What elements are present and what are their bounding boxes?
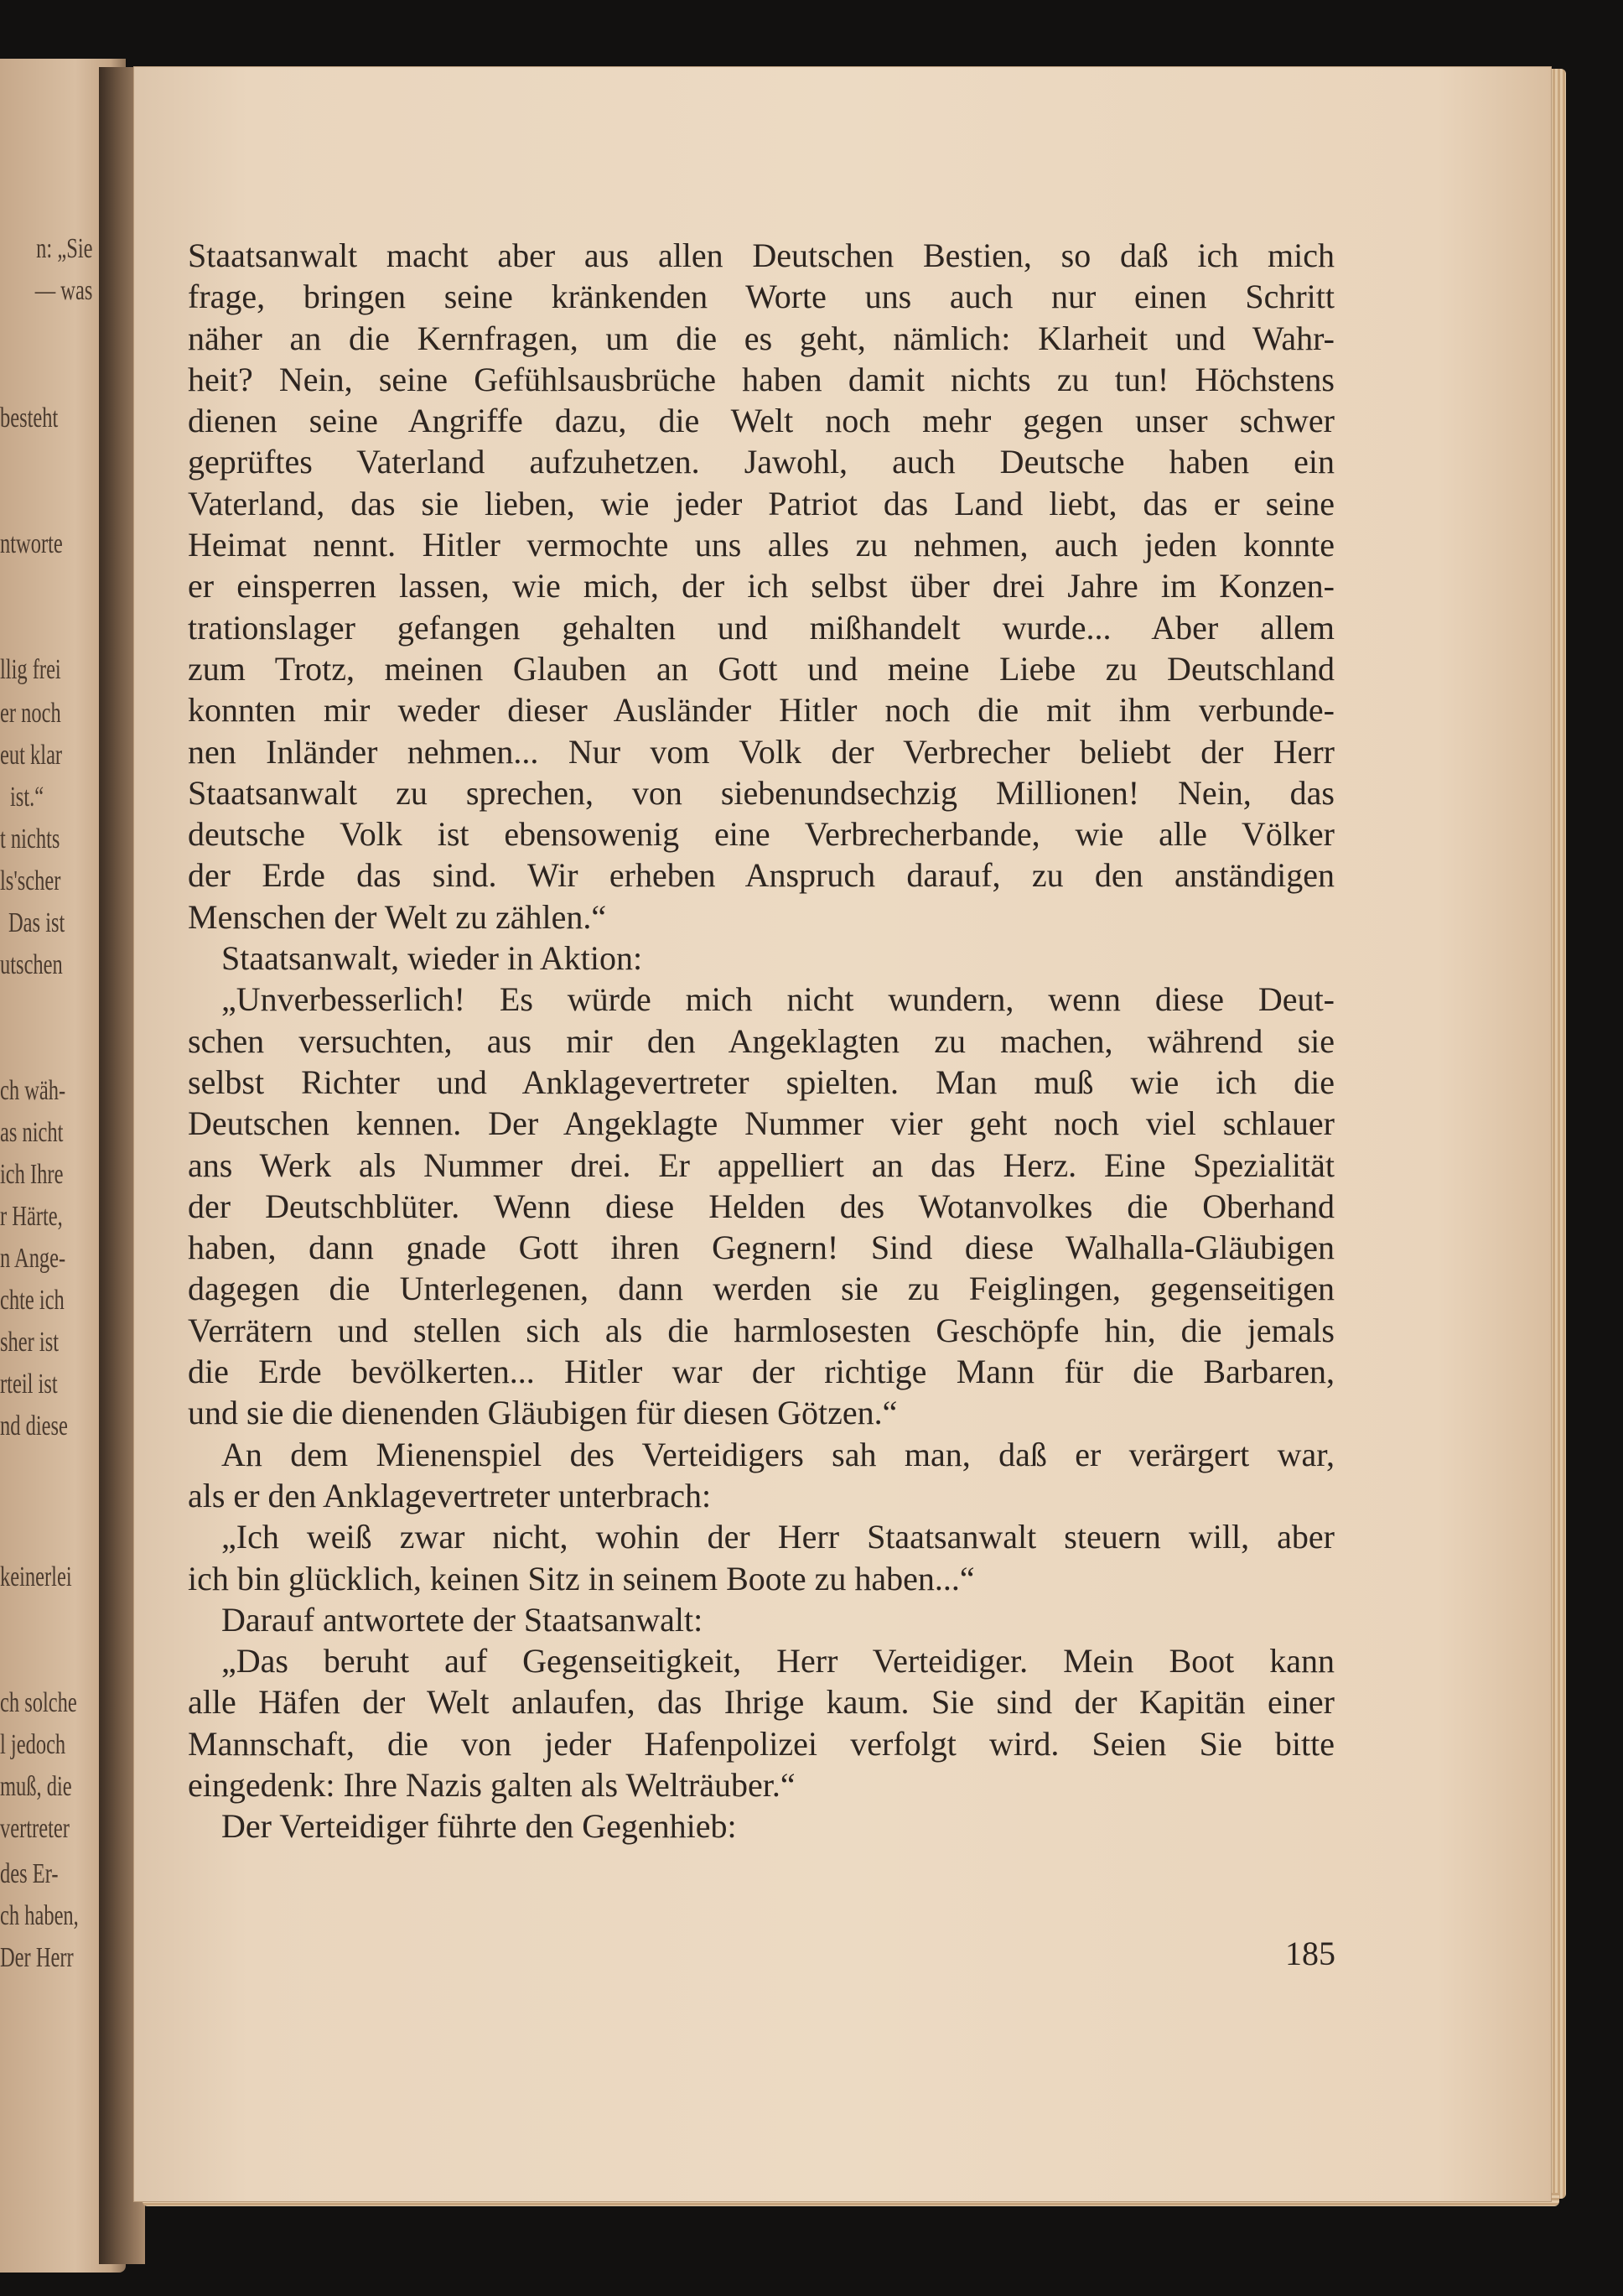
left-fragment: chte ich [0,1285,65,1316]
text-line: Der Verteidiger führte den Gegenhieb: [221,1807,737,1846]
left-fragment: nd diese [0,1410,68,1441]
left-fragment: Das ist [8,907,65,938]
text-line: An dem Mienenspiel des Verteidigers sah man, daß er verärgert war, [221,1435,1335,1473]
text-line: und sie die dienenden Gläubigen für diesen Götzen.“ [188,1394,898,1432]
text-line: dagegen die Unterlegenen, dann werden sie zu Feiglingen, gegenseitigen [188,1270,1335,1308]
left-fragment: ch haben, [0,1900,79,1931]
text-line: Deutschen kennen. Der Angeklagte Nummer vier geht noch viel schlauer [188,1104,1335,1143]
left-fragment: besteht [0,403,59,434]
left-fragment: sher ist [0,1327,60,1358]
text-line: Heimat nennt. Hitler vermochte uns alles zu nehmen, auch jeden konnte [188,526,1335,564]
text-line: ans Werk als Nummer drei. Er appelliert an das Herz. Eine Spezialität [188,1145,1335,1184]
text-line: Menschen der Welt zu zählen.“ [188,897,607,936]
page-number: 185 [1285,1935,1335,1972]
text-line: eingedenk: Ihre Nazis galten als Welträuber.“ [188,1765,796,1804]
text-line: trationslager gefangen gehalten und mißhandelt wurde... Aber allem [188,608,1335,647]
left-fragment: ch solche [0,1687,77,1718]
text-line: „Das beruht auf Gegenseitigkeit, Herr Verteidiger. Mein Boot kann [221,1642,1335,1680]
left-fragment: as nicht [0,1117,64,1148]
left-fragment: ls'scher [0,865,61,896]
left-fragment: vertreter [0,1813,70,1844]
left-fragment: n Ange- [0,1243,66,1274]
left-fragment: n: „Sie [35,233,92,264]
text-line: näher an die Kernfragen, um die es geht, nämlich: Klarheit und Wahr- [188,319,1335,357]
text-line: schen versuchten, aus mir den Angeklagten zu machen, während sie [188,1021,1335,1060]
text-line: Staatsanwalt, wieder in Aktion: [221,939,643,978]
text-line: konnten mir weder dieser Ausländer Hitler noch die mit ihm verbunde- [188,691,1335,730]
left-fragment: r Härte, [0,1201,63,1232]
text-line: „Ich weiß zwar nicht, wohin der Herr Staatsanwalt steuern will, aber [221,1518,1335,1556]
left-fragment: ich Ihre [0,1159,64,1190]
text-line: der Erde das sind. Wir erheben Anspruch darauf, zu den anständigen [188,856,1335,895]
left-fragment: er noch [0,698,61,729]
left-fragment: ist.“ [10,782,44,813]
text-line: ich bin glücklich, keinen Sitz in seinem Boote zu haben...“ [188,1559,975,1597]
left-fragment: rteil ist [0,1369,58,1400]
text-line: nen Inländer nehmen... Nur vom Volk der Verbrecher beliebt der Herr [188,732,1335,771]
text-line: die Erde bevölkerten... Hitler war der richtige Mann für die Barbaren, [188,1353,1335,1391]
text-line: als er den Anklagevertreter unterbrach: [188,1476,712,1514]
left-fragment: ntworte [0,528,63,559]
text-line: Vaterland, das sie lieben, wie jeder Patriot das Land liebt, das er seine [188,484,1335,522]
text-line: Staatsanwalt zu sprechen, von siebenundsechzig Millionen! Nein, das [188,773,1335,812]
text-line: geprüftes Vaterland aufzuhetzen. Jawohl, auch Deutsche haben ein [188,443,1335,481]
text-line: zum Trotz, meinen Glauben an Gott und meine Liebe zu Deutschland [188,649,1335,688]
left-fragment: eut klar [0,740,63,771]
text-line: „Unverbesserlich! Es würde mich nicht wundern, wenn diese Deut- [221,980,1335,1019]
text-line: deutsche Volk ist ebensowenig eine Verbrecherbande, wie alle Völker [188,815,1335,854]
left-fragment: llig frei [0,654,61,685]
text-line: alle Häfen der Welt anlaufen, das Ihrige kaum. Sie sind der Kapitän einer [188,1683,1335,1722]
text-line: frage, bringen seine kränkenden Worte uns auch nur einen Schritt [188,278,1335,316]
left-fragment: l jedoch [0,1729,66,1760]
text-line: der Deutschblüter. Wenn diese Helden des Wotanvolkes die Oberhand [188,1187,1335,1225]
text-line: selbst Richter und Anklagevertreter spielten. Man muß wie ich die [188,1062,1335,1101]
left-fragment: t nichts [0,823,60,855]
text-line: heit? Nein, seine Gefühlsausbrüche haben damit nichts zu tun! Höchstens [188,360,1335,398]
text-line: Darauf antwortete der Staatsanwalt: [221,1600,703,1639]
text-line: haben, dann gnade Gott ihren Gegnern! Sind diese Walhalla-Gläubigen [188,1229,1335,1267]
left-fragment: — was [34,275,92,306]
left-fragment: muß, die [0,1771,72,1802]
left-fragment: Der Herr [0,1942,74,1973]
text-line: er einsperren lassen, wie mich, der ich selbst über drei Jahre im Konzen- [188,567,1335,605]
text-line: Mannschaft, die von jeder Hafenpolizei verfolgt wird. Seien Sie bitte [188,1724,1335,1763]
left-fragment: des Er- [0,1858,59,1889]
text-line: Staatsanwalt macht aber aus allen Deutschen Bestien, so daß ich mich [188,236,1335,274]
left-fragment: utschen [0,949,63,980]
left-fragment: keinerlei [0,1561,72,1592]
text-line: dienen seine Angriffe dazu, die Welt noch mehr gegen unser schwer [188,402,1335,440]
left-fragment: ch wäh- [0,1075,66,1106]
body-text [188,235,1335,1847]
text-line: Verrätern und stellen sich als die harmlosesten Geschöpfe hin, die jemals [188,1311,1335,1349]
